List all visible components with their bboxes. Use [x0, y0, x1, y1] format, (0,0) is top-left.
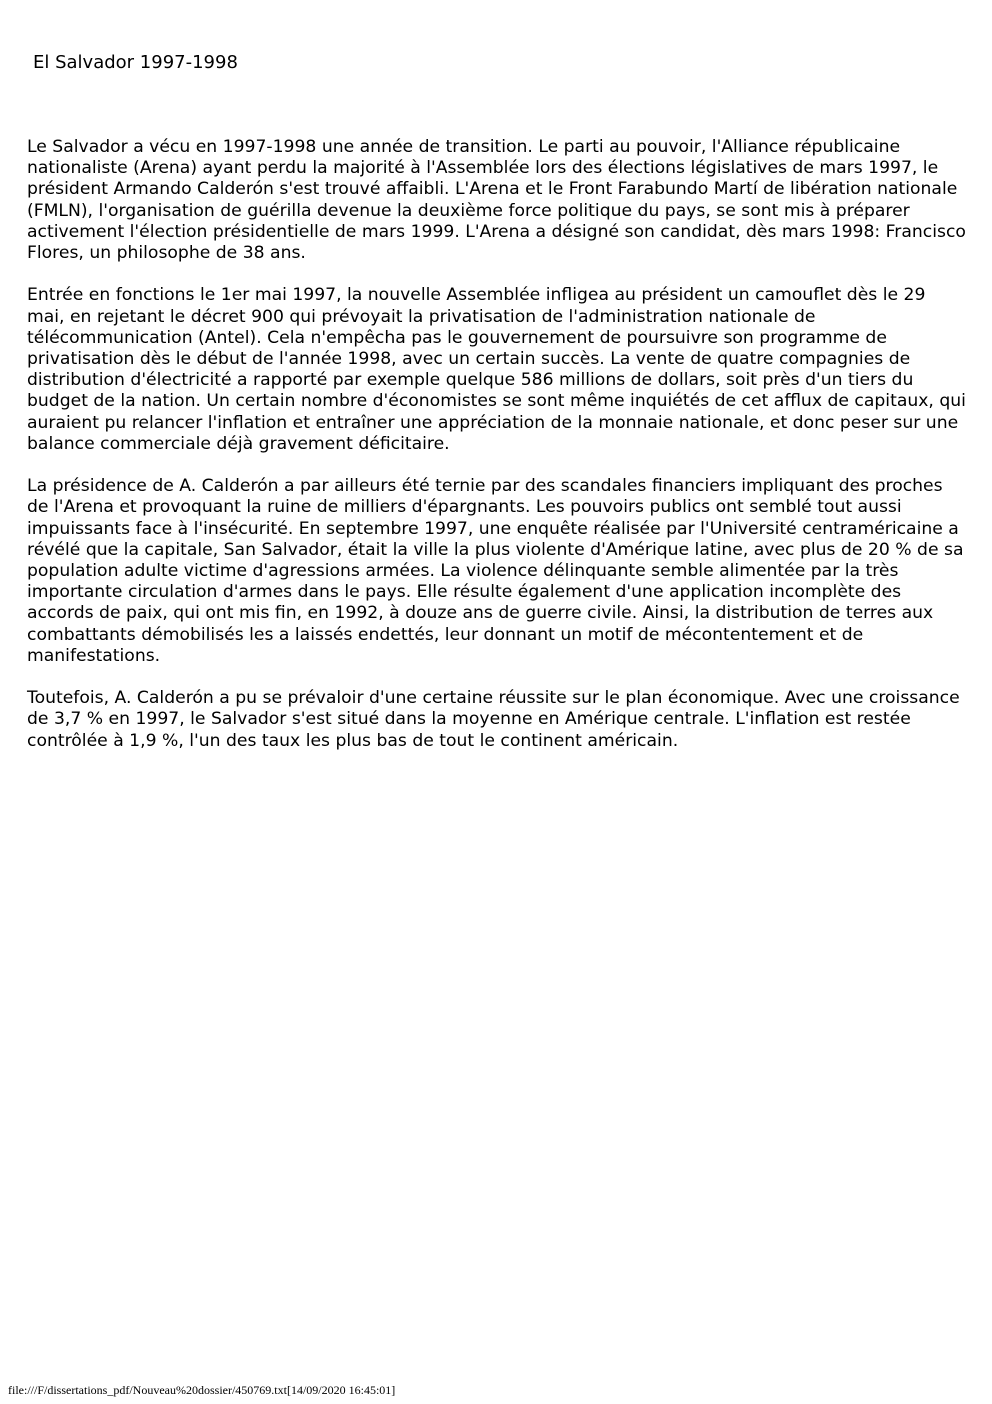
paragraph: La présidence de A. Calderón a par ailleurs été ternie par des scandales financiers impliquant des proches de l'Arena et provoquant la ruine de milliers d'épargnants. Les pouvoirs publics ont semblé tout aussi impuissants face à l'insécurité. En septembre 1997, une enquête réalisée par l'Université centraméricaine a révélé que la capitale, San Salvador, était la ville la plus violente d'Amérique latine, avec plus de 20 % de sa population adulte victime d'agressions armées. La violence délinquante semble alimentée par la très importante circulation d'armes dans le pays. Elle résulte également d'une application incomplète des accords de paix, qui ont mis fin, en 1992, à douze ans de guerre civile. Ainsi, la distribution de terres aux combattants démobilisés les a laissés endettés, leur donnant un motif de mécontentement et de manifestations. [27, 476, 964, 666]
print-footer-source: file:///F/dissertations_pdf/Nouveau%20dossier/450769.txt[14/09/2020 16:45:01] [8, 1383, 396, 1397]
paragraph: Toutefois, A. Calderón a pu se prévaloir d'une certaine réussite sur le plan économique. Avec une croissance de 3,7 % en 1997, le Salvador s'est situé dans la moyenne en Amérique centrale. L'inflation est restée contrôlée à 1,9 %, l'un des taux les plus bas de tout le continent américain. [27, 688, 960, 751]
document-body [27, 137, 967, 773]
paragraph: Le Salvador a vécu en 1997-1998 une année de transition. Le parti au pouvoir, l'Alliance républicaine nationaliste (Arena) ayant perdu la majorité à l'Assemblée lors des élections législatives de mars 1997, le président Armando Calderón s'est trouvé affaibli. L'Arena et le Front Farabundo Martí de libération nationale (FMLN), l'organisation de guérilla devenue la deuxième force politique du pays, se sont mis à préparer activement l'élection présidentielle de mars 1999. L'Arena a désigné son candidat, dès mars 1998: Francisco Flores, un philosophe de 38 ans. [27, 137, 966, 264]
paragraph: Entrée en fonctions le 1er mai 1997, la nouvelle Assemblée infligea au président un camouflet dès le 29 mai, en rejetant le décret 900 qui prévoyait la privatisation de l'administration nationale de télécommunication (Antel). Cela n'empêcha pas le gouvernement de poursuivre son programme de privatisation dès le début de l'année 1998, avec un certain succès. La vente de quatre compagnies de distribution d'électricité a rapporté par exemple quelque 586 millions de dollars, soit près d'un tiers du budget de la nation. Un certain nombre d'économistes se sont même inquiétés de cet afflux de capitaux, qui auraient pu relancer l'inflation et entraîner une appréciation de la monnaie nationale, et donc peser sur une balance commerciale déjà gravement déficitaire. [27, 285, 966, 454]
page-title: El Salvador 1997-1998 [33, 52, 238, 73]
